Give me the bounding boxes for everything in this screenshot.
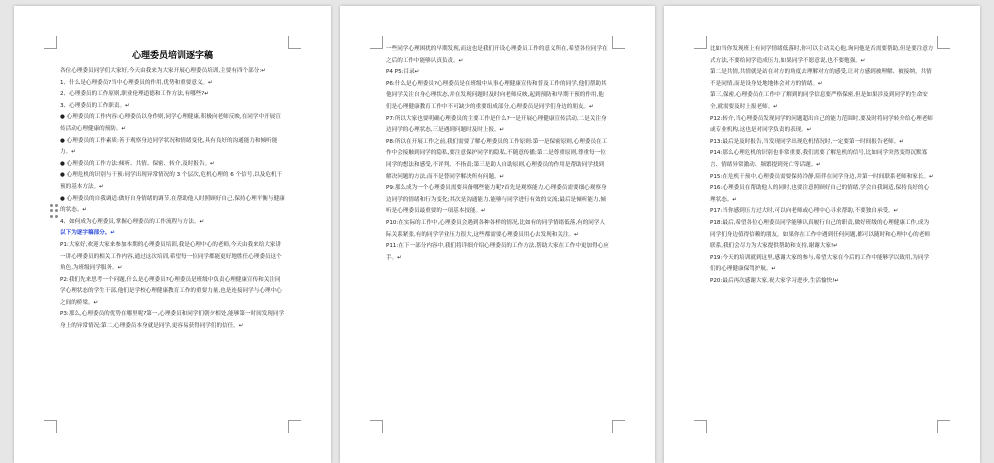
document-page-2 xyxy=(340,6,655,463)
paragraph: ● 心理危机的识别与干预:同学出现异常情况的 3 个层次,危机心理的 6 个信号,以及危机干预的基本方法。↵ xyxy=(60,172,283,190)
paragraph: ● 心理委员的工作素质:善于观察身边同学状况和情绪变化,具有良好的沟通能力和倾听能力。↵ xyxy=(60,137,278,156)
crop-mark xyxy=(44,420,57,433)
paragraph: 3、心理委员的工作职责。↵ xyxy=(60,102,130,109)
paragraph: 第三,保密,心理委员在工作中了解到的同学信息要严格保密,但是如果涉及到同学的生命安全,就需要及时上报老师。↵ xyxy=(710,92,928,110)
crop-mark xyxy=(612,420,625,433)
paragraph: 2、心理委员的工作原则,职业伦理道德和工作方法,有哪些?↵ xyxy=(60,91,210,98)
paragraph: P13:最后是及时报告,当发现同学出现危机情况时,一定要第一时间报告老师。↵ xyxy=(710,138,905,145)
paragraph: P3:那么,心理委员的优势在哪里呢?第一,心理委员和同学们朝夕相处,能够第一时间发现同学身上的异常情况;第二,心理委员本身就是同学,更容易获得同学们的信任。↵ xyxy=(60,311,285,330)
crop-mark xyxy=(937,36,950,49)
paragraph: P9:那么成为一个心理委员需要具备哪些能力呢?首先是观察能力,心理委员需要细心观察身边同学的情绪和行为变化;其次是沟通能力,能够与同学进行有效的交流;最后是倾听能力,倾听是心理委员最重要的一项基本技能。↵ xyxy=(386,185,607,215)
crop-mark xyxy=(937,420,950,433)
drag-handle-icon[interactable] xyxy=(50,204,60,218)
crop-mark xyxy=(288,36,301,49)
paragraph-list xyxy=(386,44,609,264)
paragraph: P17:当你感到压力过大时,可以向老师或心理中心寻求帮助,不要独自承受。↵ xyxy=(710,208,899,215)
paragraph: 4、如何成为心理委员,掌握心理委员的工作流程与方法。↵ xyxy=(60,218,205,225)
document-page-3 xyxy=(664,6,980,463)
paragraph: ● 心理委员的工作方法:倾听、共情、保密、转介,及时报告。↵ xyxy=(60,160,215,167)
paragraph: P15:在危机干预中,心理委员需要保持冷静,陪伴在同学身边,并第一时间联系老师和家长。↵ xyxy=(710,173,934,180)
crop-mark xyxy=(44,36,57,49)
page-body[interactable] xyxy=(60,50,285,333)
paragraph: 一些同学心理困扰的早期发现,而这也是我们开设心理委员工作的意义所在,希望各位同学在之后的工作中能够认真负责。↵ xyxy=(386,46,608,64)
crop-mark xyxy=(370,420,383,433)
paragraph: P16:心理委员在帮助他人的同时,也要注意照顾好自己的情绪,学会自我调适,保持良好的心理状态。↵ xyxy=(710,185,930,203)
paragraph-list xyxy=(60,66,285,333)
crop-mark xyxy=(612,36,625,49)
paragraph: P14:那么心理危机的识别也非常重要,我们需要了解危机的信号,比如同学突然变得沉默寡言、情绪异常激动、频繁提到死亡等话题。↵ xyxy=(710,150,928,168)
paragraph: P12:转介,当心理委员发现同学的问题超出自己的能力范围时,要及时将同学转介给心理老师或专业机构,这也是对同学负责的表现。↵ xyxy=(710,115,933,134)
paragraph: P1:大家好,欢迎大家来参加本期的心理委员培训,我是心理中心的老师,今天由我来给大家讲一讲心理委员的相关工作内容,通过这次培训,希望每一位同学都能更好地胜任心理委员这个角色,为班级同学服务。↵ xyxy=(60,241,282,272)
paragraph-list xyxy=(710,44,934,287)
crop-mark xyxy=(370,36,383,49)
crop-mark xyxy=(694,36,707,49)
paragraph: 第二是共情,共情就是站在对方的角度去理解对方的感受,让对方感到被理解、被接纳。共情不是同情,而是设身处地地体会对方的情绪。↵ xyxy=(710,69,932,87)
paragraph: P7:所以大家也要明确心理委员的主要工作是什么?一是开展心理健康宣传活动,二是关注身边同学的心理状态,三是遇到问题时及时上报。↵ xyxy=(386,115,607,134)
paragraph: 比如当你发现班上有同学情绪低落时,你可以主动关心他,询问他是否需要帮助,但是要注意方式方法,不要给同学造成压力,如果同学不愿意说,也不要勉强。↵ xyxy=(710,46,934,64)
paragraph: ● 心理委员的工作内容:心理委员以身作则,同学心理健康,积极向老师反映,在同学中开展宣传活动心理健康的预防。↵ xyxy=(60,114,281,132)
paragraph: 各位心理委员同学们大家好,今天由我来为大家开展心理委员培训,主要有四个部分:↵ xyxy=(60,68,266,74)
paragraph: ● 心理委员的自我调适:做好自身情绪的调节,在帮助他人时照顾好自己,保持心理平衡与健康的状态。↵ xyxy=(60,195,285,214)
document-title: 心理委员培训逐字稿 xyxy=(131,51,213,61)
page-body[interactable] xyxy=(386,44,609,264)
paragraph: 1、什么是心理委员?当中心理委员的作用,优势和重要意义。↵ xyxy=(60,79,213,86)
paragraph: P10:在实际的工作中,心理委员会遇到各种各样的情况,比如有的同学情绪低落,有的同学人际关系紧张,有的同学学业压力很大,这些都需要心理委员用心去发现和关注。↵ xyxy=(386,219,606,238)
page-body[interactable] xyxy=(710,44,934,287)
paragraph: P18:最后,希望各位心理委员同学能够认真履行自己的职责,做好班级的心理健康工作,成为同学们身边值得信赖的朋友。如果你在工作中遇到任何问题,都可以随时和心理中心的老师联系,我们会尽力为大家提供帮助和支持,谢谢大家!↵ xyxy=(710,219,930,250)
section-heading: 以下为逐字稿部分。↵ xyxy=(60,230,116,237)
paragraph: P2:我们先来思考一个问题,什么是心理委员?心理委员是班级中负责心理健康宣传和关注同学心理状态的学生干部,他们是学校心理健康教育工作的重要力量,也是连接同学与心理中心之间的桥梁。↵ xyxy=(60,276,282,306)
crop-mark xyxy=(694,420,707,433)
paragraph: P8:所以在开展工作之前,我们需要了解心理委员的工作原则:第一是保密原则,心理委员在工作中会接触到同学的隐私,要注意保护同学的隐私,不随意传播;第二是尊重原则,尊重每一位同学的想法和感受,不评判、不指责;第三是助人自助原则,心理委员的作用是帮助同学找到解决问题的方法,而不是替同学解决所有问题。↵ xyxy=(386,138,608,180)
crop-mark xyxy=(288,420,301,433)
paragraph: P4 P5:目录↵ xyxy=(386,69,420,76)
paragraph: P20:最后再次感谢大家,祝大家学习进步,生活愉快!↵ xyxy=(710,277,840,284)
document-page-1 xyxy=(14,6,331,463)
paragraph: P11:在下一部分内容中,我们将详细介绍心理委员的工作方法,帮助大家在工作中更加得心应手。↵ xyxy=(386,243,609,261)
paragraph: P19:今天的培训就到这里,感谢大家的参与,希望大家在今后的工作中能够学以致用,为同学们的心理健康保驾护航。↵ xyxy=(710,254,930,273)
paragraph: P6:什么是心理委员?心理委员是在班级中从事心理健康宣传和普及工作的同学,他们帮助其他同学关注自身心理状态,并在发现问题时及时向老师反映,起到预防和早期干预的作用,他们是心理健康教育工作中不可缺少的重要组成部分,心理委员是同学们身边的朋友。↵ xyxy=(386,80,607,110)
